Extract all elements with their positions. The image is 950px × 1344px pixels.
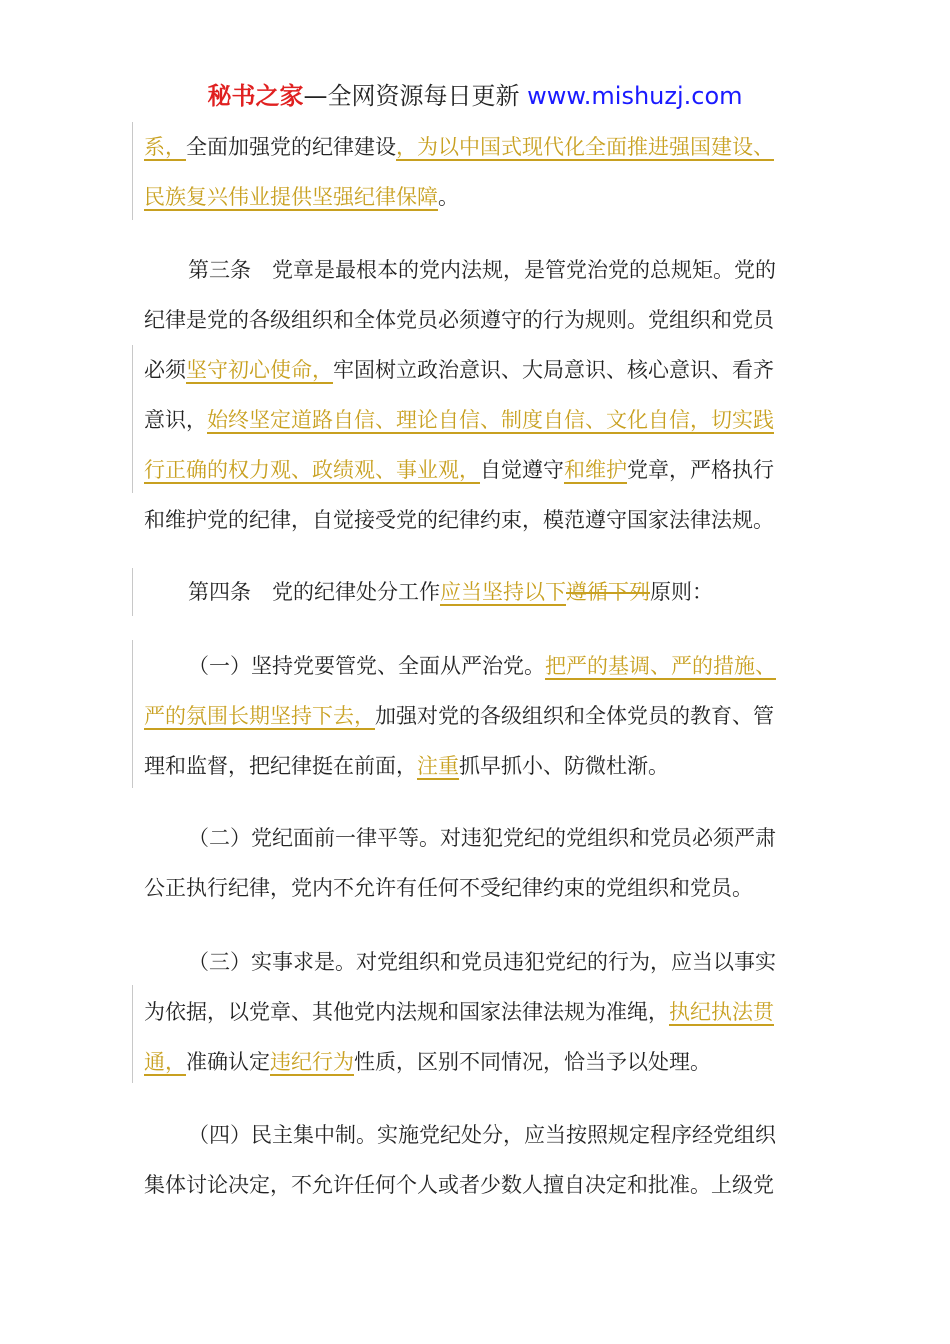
text-line [144, 395, 808, 445]
principle-one [144, 641, 808, 791]
text-line [144, 245, 808, 295]
text-line [144, 295, 808, 345]
body-text: 。 [438, 185, 459, 209]
text-line [144, 937, 808, 987]
text-line [144, 172, 808, 222]
header-tagline: 全网资源每日更新 [327, 82, 520, 110]
inserted-text: ，为以中国式现代化全面推进强国建设、 [396, 135, 774, 159]
body-text: 自觉遵守 [480, 458, 564, 482]
text-line [144, 741, 808, 791]
body-text: 第三条 党章是最根本的党内法规，是管党治党的总规矩。党的 [188, 258, 776, 282]
text-line [144, 495, 808, 545]
body-text: 牢固树立政治意识、大局意识、核心意识、看齐 [333, 358, 774, 382]
inserted-text: 把严的基调、严的措施、 [545, 654, 776, 678]
body-text: 理和监督，把纪律挺在前面， [144, 754, 417, 778]
body-text: （三）实事求是。对党组织和党员违犯党纪的行为，应当以事实 [188, 950, 776, 974]
inserted-text: 执纪执法贯 [669, 1000, 774, 1024]
change-bar [132, 985, 133, 1083]
body-text: 加强对党的各级组织和全体党员的教育、管 [375, 704, 774, 728]
body-text: （二）党纪面前一律平等。对违犯党纪的党组织和党员必须严肃 [188, 826, 776, 850]
inserted-text: 应当坚持以下 [440, 580, 566, 604]
site-url-link[interactable]: www.mishuzj.com [527, 82, 743, 110]
body-text: （四）民主集中制。实施党纪处分，应当按照规定程序经党组织 [188, 1123, 776, 1147]
inserted-text: 行正确的权力观、政绩观、事业观， [144, 458, 480, 482]
text-line [144, 445, 808, 495]
body-text: 准确认定 [186, 1050, 270, 1074]
inserted-text: 违纪行为 [270, 1050, 354, 1074]
article-three [144, 245, 808, 545]
inserted-text: 坚守初心使命， [186, 358, 333, 382]
text-line [144, 691, 808, 741]
change-bar [132, 122, 133, 220]
body-text: （一）坚持党要管党、全面从严治党。 [188, 654, 545, 678]
inserted-text: 注重 [417, 754, 459, 778]
change-bar [132, 345, 133, 493]
principle-four [144, 1110, 808, 1210]
text-line [144, 641, 808, 691]
text-line [144, 863, 808, 913]
body-text: 集体讨论决定，不允许任何个人或者少数人擅自决定和批准。上级党 [144, 1173, 774, 1197]
site-brand: 秘书之家 [207, 82, 304, 110]
text-line [144, 987, 808, 1037]
text-line [144, 1037, 808, 1087]
text-line [144, 345, 808, 395]
header-dash: — [303, 82, 328, 110]
body-text: 党章，严格执行 [627, 458, 774, 482]
inserted-text: 和维护 [564, 458, 627, 482]
site-header [0, 80, 950, 112]
text-line [144, 567, 808, 617]
body-text: 性质，区别不同情况，恰当予以处理。 [354, 1050, 711, 1074]
body-text: 和维护党的纪律，自觉接受党的纪律约束，模范遵守国家法律法规。 [144, 508, 774, 532]
inserted-text: 始终坚定道路自信、理论自信、制度自信、文化自信，切实践 [207, 408, 774, 432]
body-text: 纪律是党的各级组织和全体党员必须遵守的行为规则。党组织和党员 [144, 308, 774, 332]
principle-two [144, 813, 808, 913]
body-text: 意识， [144, 408, 207, 432]
deleted-text: 遵循下列 [566, 580, 650, 604]
article-four [144, 567, 808, 617]
body-text: 第四条 党的纪律处分工作 [188, 580, 440, 604]
inserted-text: 通， [144, 1050, 186, 1074]
inserted-text: 系， [144, 135, 186, 159]
text-line [144, 1160, 808, 1210]
inserted-text: 严的氛围长期坚持下去， [144, 704, 375, 728]
body-text: 公正执行纪律，党内不允许有任何不受纪律约束的党组织和党员。 [144, 876, 753, 900]
text-line [144, 122, 808, 172]
body-text: 为依据，以党章、其他党内法规和国家法律法规为准绳， [144, 1000, 669, 1024]
body-text: 原则： [650, 580, 713, 604]
paragraph [144, 122, 808, 222]
body-text: 必须 [144, 358, 186, 382]
principle-three [144, 937, 808, 1087]
change-bar [132, 568, 133, 616]
text-line [144, 1110, 808, 1160]
change-bar [132, 640, 133, 788]
inserted-text: 民族复兴伟业提供坚强纪律保障 [144, 185, 438, 209]
text-line [144, 813, 808, 863]
body-text: 抓早抓小、防微杜渐。 [459, 754, 669, 778]
body-text: 全面加强党的纪律建设 [186, 135, 396, 159]
